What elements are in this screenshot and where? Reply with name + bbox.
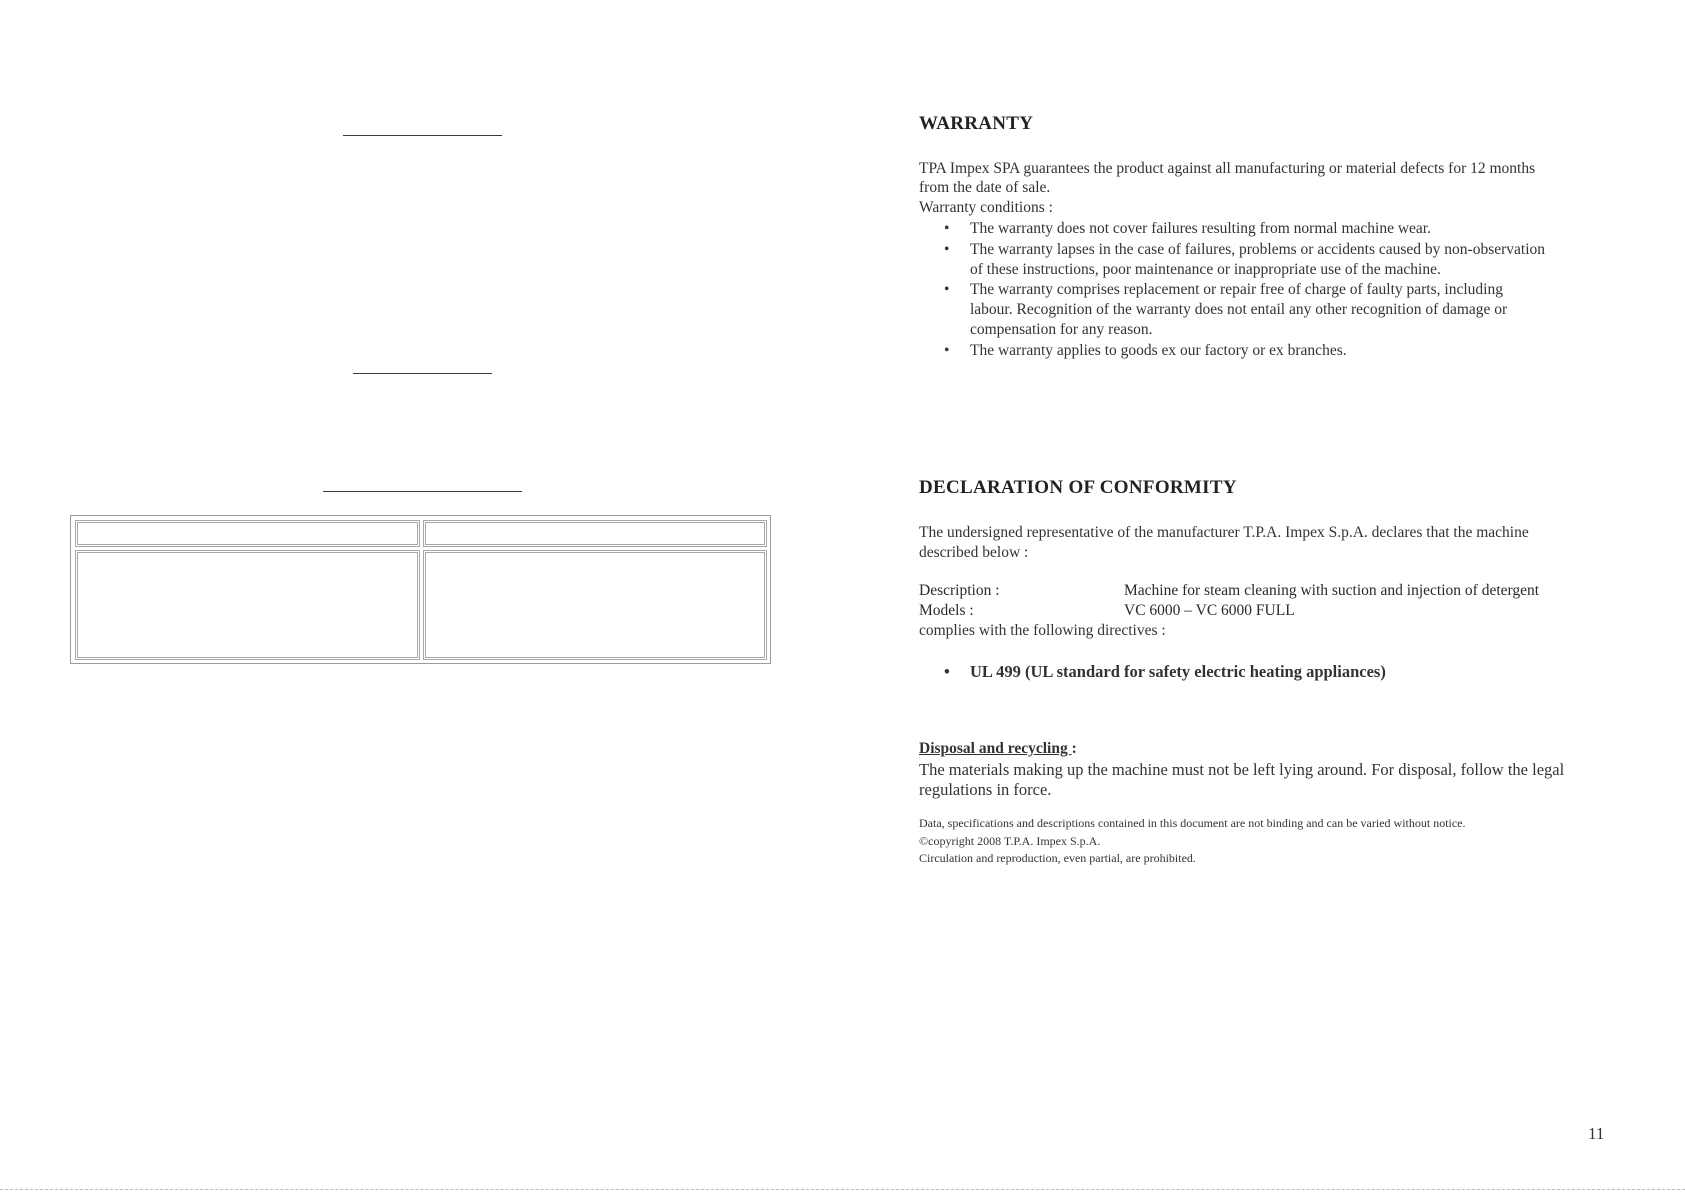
description-value: Machine for steam cleaning with suction and injection of detergent — [1124, 582, 1540, 599]
warranty-intro-line-2: from the date of sale. — [919, 179, 1051, 196]
bullet-icon: • — [944, 241, 950, 258]
blank-rule-3 — [323, 491, 522, 492]
warranty-condition-3-line-3: compensation for any reason. — [970, 321, 1153, 338]
warranty-condition-1-line-1: The warranty does not cover failures resulting from normal machine wear. — [970, 220, 1431, 237]
page-number: 11 — [1588, 1124, 1605, 1143]
disposal-heading-colon: : — [1071, 740, 1077, 757]
warranty-condition-3-line-2: labour. Recognition of the warranty does not entail any other recognition of damage or — [970, 301, 1508, 318]
bullet-icon: • — [944, 342, 950, 359]
footer-line-1: Data, specifications and descriptions contained in this document are not binding and can be varied without notice. — [919, 816, 1466, 830]
bullet-icon: • — [944, 281, 950, 298]
disposal-line-1: The materials making up the machine must not be left lying around. For disposal, follow the legal — [919, 760, 1565, 779]
footer-line-2: ©copyright 2008 T.P.A. Impex S.p.A. — [919, 834, 1101, 848]
bullet-icon: • — [944, 662, 950, 681]
declaration-intro-line-1: The undersigned representative of the manufacturer T.P.A. Impex S.p.A. declares that the machine — [919, 524, 1529, 541]
warranty-condition-2-line-1: The warranty lapses in the case of failures, problems or accidents caused by non-observation — [970, 241, 1546, 258]
disposal-heading — [919, 739, 1077, 759]
table-header-cell-2 — [423, 520, 767, 547]
warranty-heading: WARRANTY — [919, 113, 1034, 134]
table-header-cell-1 — [75, 520, 420, 547]
warranty-condition-2-line-2: of these instructions, poor maintenance or inappropriate use of the machine. — [970, 261, 1441, 278]
declaration-intro-line-2: described below : — [919, 544, 1029, 561]
bullet-icon: • — [944, 220, 950, 237]
models-label: Models : — [919, 602, 974, 619]
description-label: Description : — [919, 582, 1000, 599]
table-body-cell-2 — [423, 550, 767, 660]
warranty-condition-3-line-1: The warranty comprises replacement or repair free of charge of faulty parts, including — [970, 281, 1503, 298]
blank-rule-2 — [353, 373, 492, 374]
declaration-heading: DECLARATION OF CONFORMITY — [919, 477, 1237, 498]
complies-text: complies with the following directives : — [919, 622, 1166, 639]
directive-text: UL 499 (UL standard for safety electric heating appliances) — [970, 662, 1386, 681]
empty-table — [70, 515, 771, 664]
disposal-line-2: regulations in force. — [919, 780, 1052, 799]
warranty-intro-line-3: Warranty conditions : — [919, 199, 1053, 216]
bottom-edge-rule — [0, 1189, 1685, 1190]
warranty-condition-4-line-1: The warranty applies to goods ex our factory or ex branches. — [970, 342, 1347, 359]
footer-line-3: Circulation and reproduction, even partial, are prohibited. — [919, 851, 1196, 865]
disposal-heading-text: Disposal and recycling — [919, 740, 1072, 757]
blank-rule-1 — [343, 135, 502, 136]
models-value: VC 6000 – VC 6000 FULL — [1124, 602, 1295, 619]
warranty-intro-line-1: TPA Impex SPA guarantees the product against all manufacturing or material defects for 12 months — [919, 160, 1536, 177]
table-body-cell-1 — [75, 550, 420, 660]
